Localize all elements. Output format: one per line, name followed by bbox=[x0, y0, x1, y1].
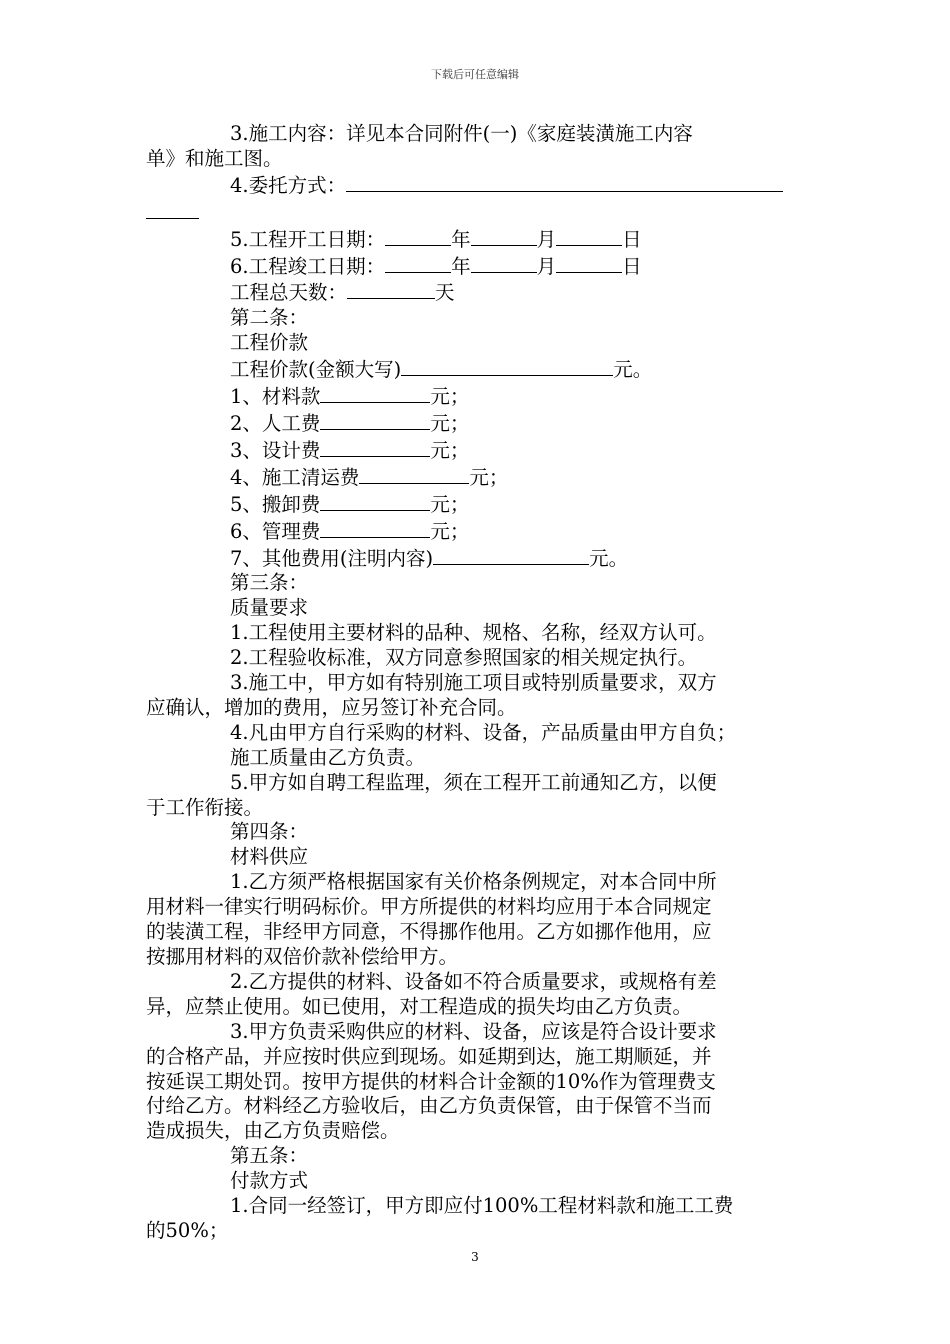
article-3-heading: 第三条： bbox=[230, 571, 309, 595]
fee-blank bbox=[320, 491, 430, 511]
material-item-1-cont: 按挪用材料的双倍价款补偿给甲方。 bbox=[146, 945, 459, 968]
material-item-2: 2.乙方提供的材料、设备如不符合质量要求，或规格有差 bbox=[230, 969, 717, 993]
total-days-line bbox=[146, 279, 796, 306]
material-item-3: 3.甲方负责采购供应的材料、设备，应该是符合设计要求 bbox=[230, 1019, 717, 1043]
days-unit: 天 bbox=[435, 281, 455, 305]
price-total-blank bbox=[401, 356, 613, 376]
quality-item-4: 4.凡由甲方自行采购的材料、设备，产品质量由甲方自负； bbox=[230, 720, 737, 744]
material-item-1: 1.乙方须严格根据国家有关价格条例规定，对本合同中所 bbox=[230, 870, 717, 894]
finish-date-line bbox=[146, 253, 796, 280]
material-item-2-cont: 异，应禁止使用。如已使用，对工程造成的损失均由乙方负责。 bbox=[146, 994, 693, 1018]
price-total-label: 工程价款(金额大写) bbox=[230, 358, 402, 382]
fee-line-management bbox=[146, 518, 796, 545]
fee-label: 3、设计费 bbox=[230, 438, 321, 462]
year-label: 年 bbox=[451, 227, 471, 251]
material-item-1-cont: 用材料一律实行明码标价。甲方所提供的材料均应用于本合同规定 bbox=[146, 895, 712, 919]
fee-blank bbox=[320, 518, 430, 538]
yuan-unit: 元； bbox=[430, 519, 470, 543]
fee-blank bbox=[320, 410, 430, 430]
fee-label: 2、人工费 bbox=[230, 411, 321, 435]
start-date-label: 5.工程开工日期： bbox=[230, 227, 386, 251]
quality-item-3-cont: 应确认，增加的费用，应另签订补充合同。 bbox=[146, 695, 517, 719]
payment-item-1: 1.合同一经签订，甲方即应付100%工程材料款和施工工费 bbox=[230, 1194, 734, 1218]
month-label: 月 bbox=[536, 227, 557, 251]
yuan-unit: 元。 bbox=[613, 358, 653, 382]
clause-construction-content: 3.施工内容：详见本合同附件(一)《家庭装潢施工内容 bbox=[230, 122, 693, 145]
quality-item-1: 1.工程使用主要材料的品种、规格、名称，经双方认可。 bbox=[230, 621, 717, 645]
quality-item-4-cont: 施工质量由乙方负责。 bbox=[230, 745, 426, 769]
start-month-blank bbox=[471, 226, 537, 246]
yuan-unit: 元； bbox=[430, 411, 470, 435]
month-label: 月 bbox=[536, 254, 557, 278]
material-item-3-cont: 造成损失，由乙方负责赔偿。 bbox=[146, 1119, 400, 1143]
price-total-line bbox=[146, 356, 796, 383]
article-5-heading: 第五条： bbox=[230, 1144, 309, 1168]
yuan-unit: 元； bbox=[430, 492, 470, 516]
day-label: 日 bbox=[622, 227, 642, 251]
yuan-unit: 元； bbox=[430, 438, 470, 462]
article-4-heading: 第四条： bbox=[230, 820, 309, 844]
fee-label: 4、施工清运费 bbox=[230, 465, 360, 489]
article-3-title: 质量要求 bbox=[230, 596, 309, 620]
fee-label: 5、搬卸费 bbox=[230, 492, 321, 516]
entrust-blank bbox=[346, 172, 783, 192]
fee-label: 7、其他费用(注明内容) bbox=[230, 546, 434, 570]
fee-blank bbox=[320, 383, 430, 403]
finish-date-label: 6.工程竣工日期： bbox=[230, 254, 386, 278]
fee-label: 6、管理费 bbox=[230, 519, 321, 543]
clause-entrust-method bbox=[146, 172, 796, 199]
quality-item-5: 5.甲方如自聘工程监理，须在工程开工前通知乙方，以便 bbox=[230, 770, 717, 794]
yuan-unit: 元。 bbox=[589, 546, 629, 570]
material-item-1-cont: 的装潢工程，非经甲方同意，不得挪作他用。乙方如挪作他用，应 bbox=[146, 920, 712, 944]
day-label: 日 bbox=[622, 254, 642, 278]
start-date-line bbox=[146, 226, 796, 253]
quality-item-3: 3.施工中，甲方如有特别施工项目或特别质量要求，双方 bbox=[230, 671, 717, 695]
yuan-unit: 元； bbox=[469, 465, 509, 489]
fee-blank bbox=[359, 464, 469, 484]
start-day-blank bbox=[556, 226, 622, 246]
clause-construction-content-cont: 单》和施工图。 bbox=[146, 146, 283, 170]
article-2-heading: 第二条： bbox=[230, 306, 309, 330]
fee-label: 1、材料款 bbox=[230, 385, 321, 409]
fee-line-cleanup bbox=[146, 464, 796, 491]
article-5-title: 付款方式 bbox=[230, 1169, 309, 1193]
entrust-label: 4.委托方式： bbox=[230, 173, 347, 197]
article-2-title: 工程价款 bbox=[230, 331, 309, 355]
article-4-title: 材料供应 bbox=[230, 845, 309, 869]
entrust-blank-2 bbox=[146, 199, 199, 219]
year-label: 年 bbox=[451, 254, 471, 278]
start-year-blank bbox=[385, 226, 451, 246]
fee-line-labor bbox=[146, 410, 796, 437]
fee-line-material bbox=[146, 383, 796, 410]
contract-body bbox=[146, 122, 796, 1244]
quality-item-2: 2.工程验收标准，双方同意参照国家的相关规定执行。 bbox=[230, 646, 698, 670]
total-days-blank bbox=[347, 279, 435, 299]
page-number: 3 bbox=[471, 1250, 479, 1264]
fee-line-design bbox=[146, 437, 796, 464]
finish-year-blank bbox=[385, 253, 451, 273]
finish-day-blank bbox=[556, 253, 622, 273]
finish-month-blank bbox=[471, 253, 537, 273]
entrust-blank-cont bbox=[146, 199, 796, 226]
total-days-label: 工程总天数： bbox=[230, 281, 348, 305]
quality-item-5-cont: 于工作衔接。 bbox=[146, 795, 264, 819]
page-header: 下载后可任意编辑 bbox=[431, 68, 519, 81]
fee-line-other bbox=[146, 545, 796, 572]
fee-blank bbox=[320, 437, 430, 457]
payment-item-1-cont: 的50%； bbox=[146, 1218, 229, 1242]
fee-line-moving bbox=[146, 491, 796, 518]
yuan-unit: 元； bbox=[430, 385, 470, 409]
fee-blank bbox=[433, 545, 589, 565]
material-item-3-cont: 的合格产品，并应按时供应到现场。如延期到达，施工期顺延，并 bbox=[146, 1044, 712, 1068]
material-item-3-cont: 按延误工期处罚。按甲方提供的材料合计金额的10%作为管理费支 bbox=[146, 1069, 716, 1093]
material-item-3-cont: 付给乙方。材料经乙方验收后，由乙方负责保管，由于保管不当而 bbox=[146, 1094, 712, 1118]
